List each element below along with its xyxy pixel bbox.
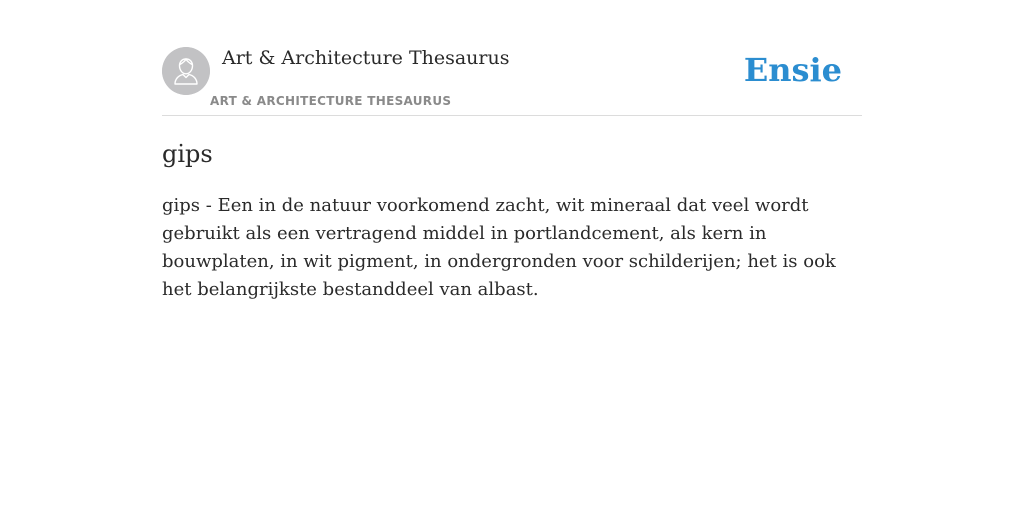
source-title[interactable]: Art & Architecture Thesaurus [222,47,510,69]
source-subtitle: ART & ARCHITECTURE THESAURUS [210,94,452,108]
ensie-logo[interactable]: Ensie [743,51,842,89]
source-header [162,0,862,116]
avatar[interactable] [162,47,210,95]
content-container [162,0,862,300]
user-silhouette-icon [162,47,210,95]
term-title: gips [162,140,213,168]
term-definition: gips - Een in de natuur voorkomend zacht, wit mineraal dat veel wordt gebruikt als een vertragend middel in portlandcement, als kern in bouwplaten, in wit pigment, in ondergronden voor schilderijen; het is ook het belangrijkste bestanddeel van albast. [162,195,836,300]
